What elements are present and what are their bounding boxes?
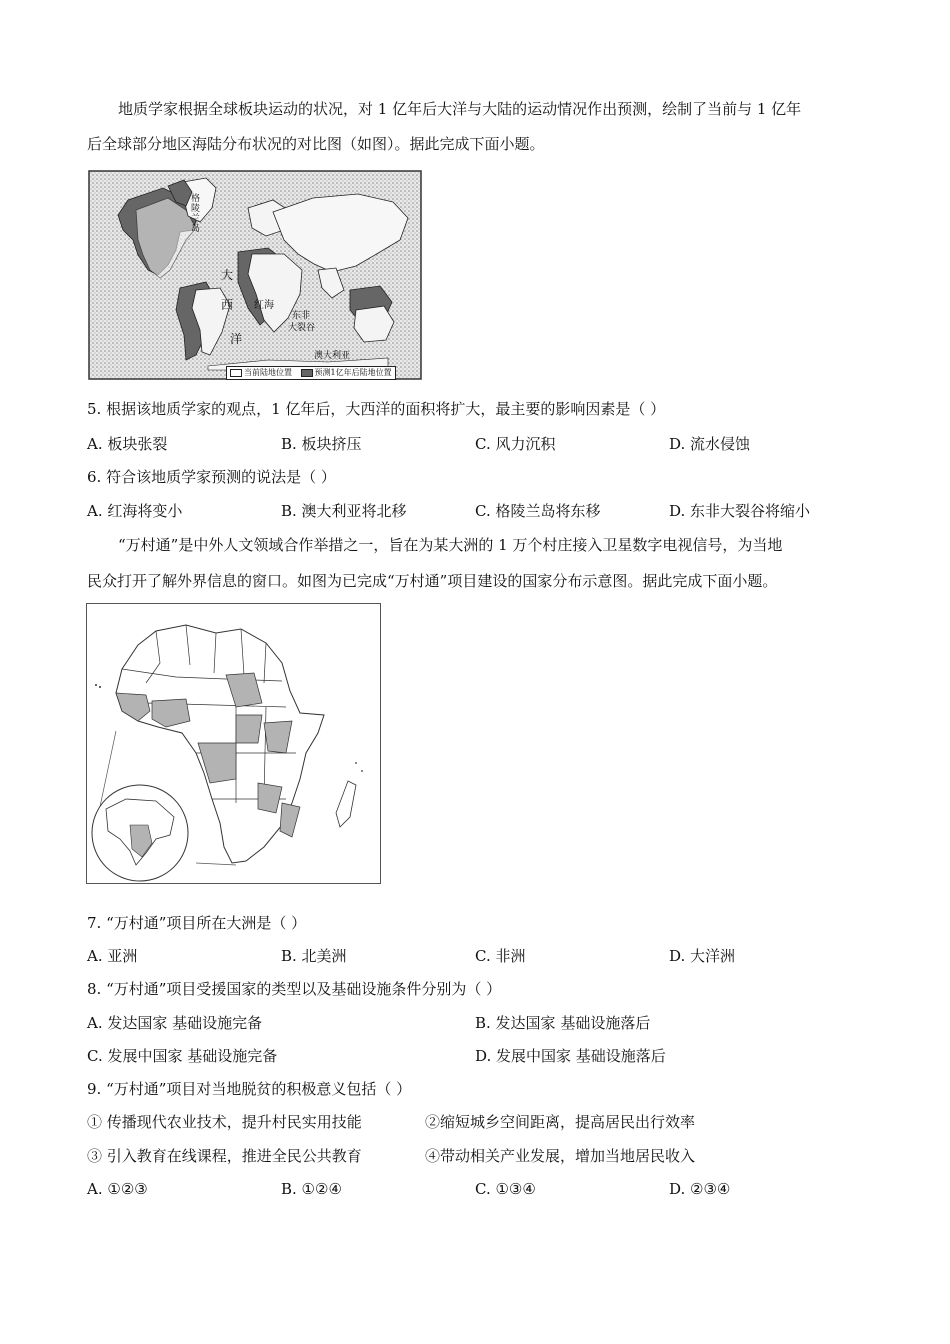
legend-future-swatch [301, 369, 313, 377]
q5-option-b: B. 板块挤压 [281, 435, 362, 453]
label-atlantic-1: 大 [221, 268, 234, 282]
label-atlantic-2: 西 [221, 298, 234, 312]
q9-statement-1: ① 传播现代农业技术，提升村民实用技能 [87, 1113, 362, 1131]
q8-stem: 8. “万村通”项目受援国家的类型以及基础设施条件分别为（ ） [87, 980, 502, 998]
q7-option-d: D. 大洋洲 [669, 947, 736, 965]
q6-option-c: C. 格陵兰岛将东移 [475, 502, 601, 520]
q6-option-b: B. 澳大利亚将北移 [281, 502, 407, 520]
label-australia: 澳大利亚 [314, 351, 351, 361]
q8-option-b: B. 发达国家 基础设施落后 [475, 1014, 651, 1032]
intro1-line1: 地质学家根据全球板块运动的状况，对 1 亿年后大洋与大陆的运动情况作出预测，绘制了当前与 1 亿年 [118, 100, 802, 118]
q7-stem: 7. “万村通”项目所在大洲是（ ） [87, 914, 307, 932]
q9-statement-2: ②缩短城乡空间距离，提高居民出行效率 [425, 1113, 696, 1131]
q5-stem: 5. 根据该地质学家的观点，1 亿年后，大西洋的面积将扩大，最主要的影响因素是（ ） [87, 400, 666, 418]
intro1-line2: 后全球部分地区海陆分布状况的对比图（如图）。据此完成下面小题。 [87, 135, 545, 153]
q7-option-b: B. 北美洲 [281, 947, 347, 965]
legend-current-swatch [230, 369, 242, 377]
q8-option-c: C. 发展中国家 基础设施完备 [87, 1047, 278, 1065]
legend-current-label: 当前陆地位置 [244, 368, 292, 377]
q8-option-d: D. 发展中国家 基础设施落后 [475, 1047, 666, 1065]
q8-option-a: A. 发达国家 基础设施完备 [87, 1014, 263, 1032]
legend-future-label: 预测1亿年后陆地位置 [314, 368, 392, 377]
q5-option-c: C. 风力沉积 [475, 435, 556, 453]
label-greenland: 格陵兰岛 [191, 194, 201, 234]
q9-statement-4: ④带动相关产业发展，增加当地居民收入 [425, 1147, 696, 1165]
q6-option-a: A. 红海将变小 [87, 502, 183, 520]
q9-option-d: D. ②③④ [669, 1180, 731, 1198]
africa-project-map [86, 603, 381, 884]
q6-stem: 6. 符合该地质学家预测的说法是（ ） [87, 468, 336, 486]
label-atlantic-3: 洋 [230, 332, 243, 346]
q9-stem: 9. “万村通”项目对当地脱贫的积极意义包括（ ） [87, 1080, 412, 1098]
q9-statement-3: ③ 引入教育在线课程，推进全民公共教育 [87, 1147, 362, 1165]
q5-option-d: D. 流水侵蚀 [669, 435, 751, 453]
intro2-line1: “万村通”是中外人文领域合作举措之一，旨在为某大洲的 1 万个村庄接入卫星数字电视信号，为当地 [118, 536, 783, 554]
q6-option-d: D. 东非大裂谷将缩小 [669, 502, 811, 520]
q5-option-a: A. 板块张裂 [87, 435, 168, 453]
plate-comparison-map [88, 170, 422, 380]
label-rift-1: 东非 [292, 311, 311, 321]
map-legend [226, 366, 396, 380]
q9-option-a: A. ①②③ [87, 1180, 148, 1198]
q9-option-b: B. ①②④ [281, 1180, 342, 1198]
q7-option-a: A. 亚洲 [87, 947, 138, 965]
intro2-line2: 民众打开了解外界信息的窗口。如图为已完成“万村通”项目建设的国家分布示意图。据此完成下面小题。 [87, 572, 778, 590]
label-red-sea: 红海 [254, 300, 274, 311]
label-rift-2: 大裂谷 [288, 323, 316, 333]
q7-option-c: C. 非洲 [475, 947, 526, 965]
q9-option-c: C. ①③④ [475, 1180, 536, 1198]
